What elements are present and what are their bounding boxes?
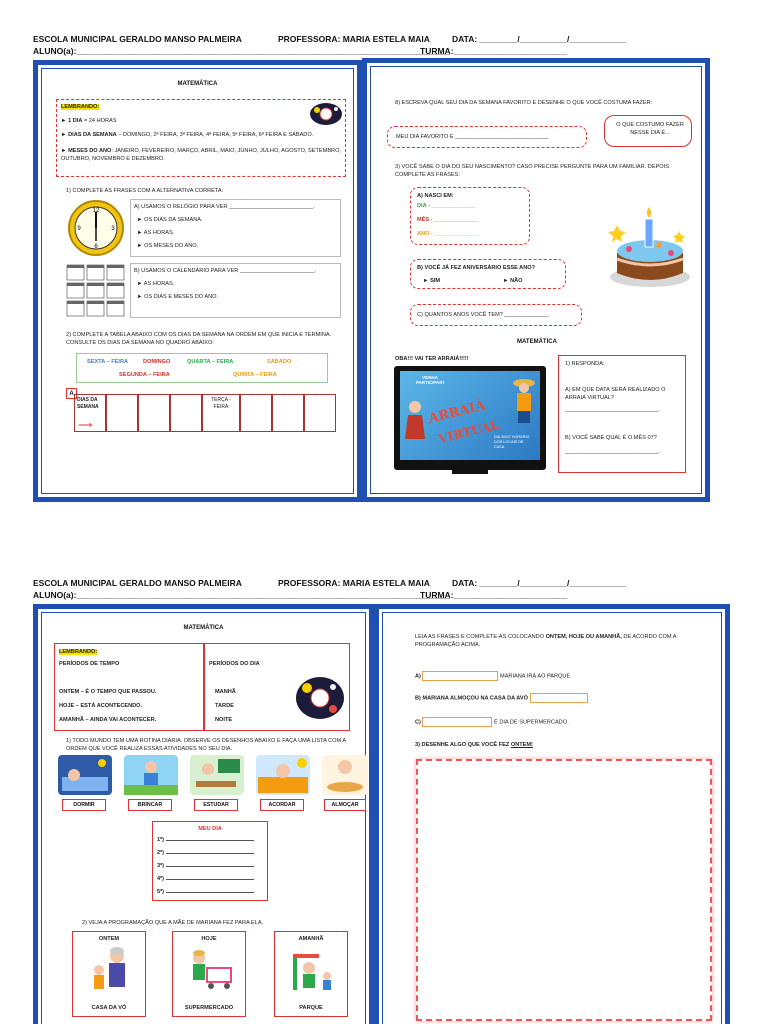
- table-cell[interactable]: [170, 394, 202, 432]
- born-label: A) NASCI EM:: [417, 193, 454, 199]
- birthday-question-box: [410, 259, 566, 289]
- screen-small-text: DIA 30/07 HORÁRIO DOS LOCAIS DE CASA: [494, 435, 530, 449]
- instructions: LEIA AS FRASES E COMPLETE-AS COLOCANDO ONTEM, HOJE OU AMANHÃ, DE ACORDO COM A PROGRAMAÇÃO ACIMA.: [415, 634, 677, 649]
- favorite-day-field[interactable]: MEU DIA FAVORITO É ______________________________: [387, 126, 587, 148]
- sentence-b: B) MARIANA ALMOÇOU NA CASA DA AVÓ: [415, 693, 588, 703]
- worksheet-panel-right-2: [374, 604, 730, 1024]
- table-label: DIAS DA SEMANA: [77, 397, 99, 411]
- sentence-c: C) É DIA DE SUPERMERCADO.: [415, 717, 569, 727]
- calendar-icon: [65, 263, 127, 318]
- answer-box: [558, 355, 686, 473]
- section-title: MATEMÁTICA: [517, 339, 557, 345]
- days-table: [66, 394, 343, 432]
- clock-numeral: 9: [77, 226, 81, 232]
- table-cell[interactable]: [304, 394, 336, 432]
- day-word: QUARTA – FEIRA: [187, 359, 234, 365]
- schedule-card-amanha: [274, 931, 348, 1017]
- blank-field[interactable]: [422, 671, 498, 681]
- school-name: ESCOLA MUNICIPAL GERALDO MANSO PALMEIRA: [33, 34, 242, 44]
- date-field: DATA: ________/__________/____________: [452, 34, 627, 44]
- table-given-day: TERÇA - FEIRA: [211, 397, 231, 411]
- fact-label: DIAS DA SEMANA: [68, 132, 117, 138]
- activity-label: ALMOÇAR: [324, 799, 366, 811]
- question-1b: B) VOCÊ SABE QUAL É O MÊS 07?: [565, 435, 657, 441]
- school-name: ESCOLA MUNICIPAL GERALDO MANSO PALMEIRA: [33, 578, 242, 588]
- playing-icon: [124, 755, 178, 795]
- sleeping-icon: [58, 755, 112, 795]
- activity-label: DORMIR: [62, 799, 106, 811]
- day-word: SÁBADO: [267, 359, 292, 365]
- option[interactable]: ► AS HORAS.: [137, 230, 175, 236]
- period-ontem: ONTEM – É O TEMPO QUE PASSOU.: [59, 689, 157, 695]
- table-marker: A: [66, 388, 77, 399]
- day-word: SEXTA – FEIRA: [87, 359, 129, 365]
- activity-label: BRINCAR: [128, 799, 172, 811]
- periods-title: PERÍODOS DE TEMPO: [59, 661, 120, 667]
- worksheet-panel-right-1: [362, 58, 710, 502]
- clock-icon: [65, 199, 127, 257]
- boy-icon: [512, 377, 536, 425]
- question-3: 3) VOCÊ SABE O DIA DO SEU NASCIMENTO? CASO PRECISE PERGUNTE PARA UM FAMILIAR. DEPOIS COMPLETE AS FRASES:: [395, 164, 669, 179]
- activities-row: [58, 755, 358, 815]
- question-3: 3) DESENHE ALGO QUE VOCÊ FEZ ONTEM!: [415, 742, 533, 748]
- teacher-name: PROFESSORA: MARIA ESTELA MAIA: [278, 578, 430, 588]
- question-b: B) VOCÊ JÁ FEZ ANIVERSÁRIO ESSE ANO?: [417, 265, 536, 271]
- option[interactable]: ► OS DIAS E MESES DO ANO.: [137, 294, 219, 300]
- question-1: 1) TODO MUNDO TEM UMA ROTINA DIÁRIA. OBSERVE OS DESENHOS ABAIXO E FAÇA UMA LISTA COM A ORDEM QUE VOCÊ REALIZA ESSAS ATIVIDADES NO SEU DIA.: [66, 738, 346, 753]
- schedule-card-ontem: [72, 931, 146, 1017]
- table-cell[interactable]: [272, 394, 304, 432]
- schedule-when: ONTEM: [98, 936, 120, 942]
- drawing-area[interactable]: [416, 759, 712, 1021]
- question-8: 8) ESCREVA QUAL SEU DIA DA SEMANA FAVORITO E DESENHE O QUE VOCÊ COSTUMA FAZER:: [395, 100, 653, 106]
- day-word: DOMINGO: [143, 359, 171, 365]
- blank-field[interactable]: [422, 717, 492, 727]
- waking-up-icon: [256, 755, 310, 795]
- fact-text: : JANEIRO, FEVEREIRO, MARÇO, ABRIL, MAIO, JUNHO, JULHO, AGOSTO, SETEMBRO, OUTUBRO, NOVEMBRO E DEZEMBRO.: [61, 148, 341, 163]
- class-field: TURMA:________________________: [420, 46, 567, 56]
- student-field: ALUNO(a):_______________________________________________________________________________: [33, 590, 450, 600]
- tv-screen: [394, 366, 546, 470]
- remember-label: LEMBRANDO:: [61, 104, 100, 110]
- park-icon: [287, 946, 337, 998]
- panel-title: MATEMÁTICA: [183, 625, 224, 631]
- class-field: TURMA:________________________: [420, 590, 567, 600]
- schedule-when: HOJE: [201, 936, 217, 942]
- answer-line-1b[interactable]: ______________________________.: [565, 449, 660, 455]
- year-field[interactable]: ANO - ______________: [417, 231, 478, 237]
- question-a-box: [130, 199, 341, 257]
- clock-numeral: 6: [94, 244, 98, 250]
- order-line[interactable]: 4º): [157, 875, 254, 883]
- date-field: DATA: ________/__________/____________: [452, 578, 627, 588]
- periods-box: [54, 643, 204, 731]
- screen-title-1: ARRAIÁ: [427, 398, 487, 427]
- days-of-week-box: [76, 353, 328, 383]
- table-cell[interactable]: [106, 394, 138, 432]
- shopping-cart-icon: [185, 946, 235, 998]
- day-periods-box: [204, 643, 350, 731]
- birthday-cake-icon: [607, 205, 693, 289]
- schedule-what: PARQUE: [299, 1005, 323, 1011]
- remember-label: LEMBRANDO:: [59, 649, 98, 655]
- tv-stand: [452, 470, 488, 474]
- sentence-a: A) MARIANA IRÁ AO PARQUE.: [415, 671, 572, 681]
- my-day-box: [152, 821, 268, 901]
- remember-box: LEMBRANDO: ► 1 DIA = 24 HORAS ► DIAS DA SEMANA – DOMINGO, 2ª FEIRA, 3ª FEIRA, 4ª FEIRA, 5ª FEIRA, 6ª FEIRA E SÁBADO. ► MESES DO ANO: JANEIRO, FEVEREIRO, MARÇO, ABRIL, MAIO, JUNHO, JULHO, AGOSTO, SETEMBRO, OUTUBRO, NOVEMBRO E DEZEMBRO.: [56, 99, 346, 177]
- day-word: SEGUNDA – FEIRA: [119, 372, 170, 378]
- arraia-title: OBA!!! VAI TER ARRAIÁ!!!!!: [395, 356, 469, 362]
- option-no[interactable]: ► NÃO: [503, 278, 523, 284]
- screen-top-text: VENHA PARTICIPAR!: [415, 375, 445, 385]
- table-cell[interactable]: [138, 394, 170, 432]
- clock-numeral: 3: [111, 226, 115, 232]
- question-a: A) USAMOS O RELÓGIO PARA VER ___________________________.: [134, 204, 315, 210]
- option[interactable]: ► AS HORAS.: [137, 281, 175, 287]
- activity-label: ESTUDAR: [194, 799, 238, 811]
- option-yes[interactable]: ► SIM: [423, 278, 441, 284]
- month-field[interactable]: MÊS - ______________: [417, 217, 478, 223]
- activity-label: ACORDAR: [260, 799, 304, 811]
- birth-date-box: [410, 187, 530, 245]
- question-b-box: [130, 263, 341, 318]
- question-1: 1) COMPLETE AS FRASES COM A ALTERNATIVA CORRETA:: [66, 188, 224, 194]
- fact-text: = 24 HORAS: [83, 118, 117, 124]
- option[interactable]: ► OS DIAS DA SEMANA.: [137, 217, 203, 223]
- order-line[interactable]: 3º): [157, 862, 254, 870]
- fact-text: – DOMINGO, 2ª FEIRA, 3ª FEIRA, 4ª FEIRA, 5ª FEIRA, 6ª FEIRA E SÁBADO.: [118, 132, 314, 138]
- worksheet-panel-left-1: [33, 60, 362, 502]
- question-b: B) USAMOS O CALENDÁRIO PARA VER ________________________.: [134, 268, 317, 274]
- schedule-card-hoje: [172, 931, 246, 1017]
- order-line[interactable]: 2º): [157, 849, 254, 857]
- my-day-title: MEU DIA: [198, 826, 222, 832]
- period-amanha: AMANHÃ – AINDA VAI ACONTECER.: [59, 717, 157, 723]
- worksheet-panel-left-2: [33, 604, 374, 1024]
- order-line[interactable]: 1º): [157, 836, 254, 844]
- habit-box[interactable]: O QUE COSTUMO FAZER NESSE DIA É...: [604, 115, 692, 147]
- studying-icon: [190, 755, 244, 795]
- lunch-icon: [322, 755, 368, 795]
- question-2: 2) VEJA A PROGRAMAÇÃO QUE A MÃE DE MARIANA FEZ PARA ELA.: [82, 920, 264, 926]
- order-line[interactable]: 5º): [157, 888, 254, 896]
- schedule-what: CASA DA VÓ: [91, 1005, 127, 1011]
- student-field: ALUNO(a):_______________________________________________________________________________: [33, 46, 450, 56]
- question-1a: A) EM QUE DATA SERÁ REALIZADO O ARRAIÁ VIRTUAL?: [565, 387, 666, 402]
- periods-day-title: PERÍODOS DO DIA: [209, 661, 260, 667]
- screen-title-2: VIRTUAL: [437, 417, 501, 447]
- option[interactable]: ► OS MESES DO ANO.: [137, 243, 199, 249]
- period-tarde: TARDE: [215, 703, 234, 709]
- age-question-box[interactable]: C) QUANTOS ANOS VOCÊ TEM? ______________.: [410, 304, 582, 326]
- fact-label: 1 DIA: [68, 118, 83, 124]
- schedule-when: AMANHÃ: [298, 936, 324, 942]
- day-word: QUINTA – FEIRA: [233, 372, 277, 378]
- arrow-right-icon: ⟶: [78, 420, 93, 431]
- grandma-icon: [87, 946, 133, 998]
- period-hoje: HOJE – ESTÁ ACONTECENDO.: [59, 703, 143, 709]
- question-2: 2) COMPLETE A TABELA ABAIXO COM OS DIAS DA SEMANA NA ORDEM EM QUE INICIA E TERMINA. CONSULTE OS DIAS DA SEMANA NO QUADRO ABAIXO:: [66, 332, 332, 347]
- schedule-what: SUPERMERCADO: [184, 1005, 234, 1011]
- day-night-icon: [309, 102, 343, 126]
- table-cell[interactable]: [240, 394, 272, 432]
- teacher-name: PROFESSORA: MARIA ESTELA MAIA: [278, 34, 430, 44]
- period-noite: NOITE: [215, 717, 233, 723]
- blank-field[interactable]: [530, 693, 588, 703]
- panel-title: MATEMÁTICA: [177, 81, 218, 87]
- girl-icon: [404, 399, 426, 449]
- day-night-icon: [295, 676, 345, 720]
- period-manha: MANHÃ: [215, 689, 236, 695]
- question-1: 1) RESPONDA:: [565, 361, 605, 367]
- day-field[interactable]: DIA - ______________: [417, 203, 475, 209]
- fact-label: MESES DO ANO: [68, 148, 112, 154]
- clock-numeral: 12: [92, 208, 100, 214]
- answer-line-1a[interactable]: ______________________________.: [565, 407, 660, 413]
